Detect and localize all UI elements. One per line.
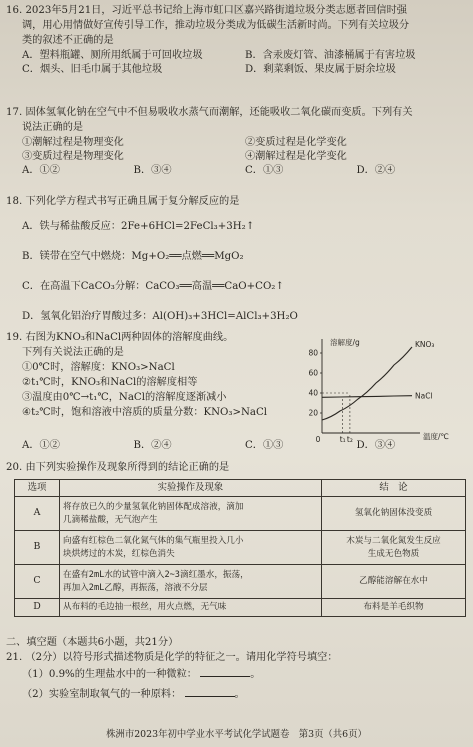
question-18-stem: 18. 下列化学方程式书写正确且属于复分解反应的是 [6,196,240,207]
option-b: B．③④ [133,164,172,176]
question-19-stem: 19. 右图为KNO₃和NaCl两种固体的溶解度曲线。 [6,332,234,343]
question-19-sub: 下列有关说法正确的是 [22,347,124,358]
table-header-row [15,480,466,497]
y-tick-label: 80 [308,348,318,358]
header-conclusion: 结 论 [322,480,466,497]
question-17 [6,106,468,177]
header-option: 选项 [15,480,60,497]
question-16-stem-line-2: 调，用心用情做好宣传引导工作，推动垃圾分类成为低碳生活新时尚。下列有关垃圾分 [22,20,410,31]
row-operation: 从布料的毛边抽一根丝，用火点燃，无气味 [60,599,322,617]
option-d: D．③④ [356,440,396,451]
row-conclusion: 氢氧化钠固体没变质 [322,497,466,531]
question-17-stem-line-1: 17. 固体氢氧化钠在空气中不但易吸收水蒸气而潮解，还能吸收二氧化碳而变质。下列有关 [6,107,413,118]
option-a: A．①② [22,164,60,176]
option-c: C．在高温下CaCO₃分解：CaCO₃══高温══CaO+CO₂↑ [22,281,284,292]
y-tick-label: 40 [308,388,318,398]
section-title: 二、填空题（本题共6小题，共21分） [6,637,179,648]
table-row [15,497,466,531]
y-axis-label: 溶解度/g [330,338,360,347]
x-tick-label: t₁ [339,435,346,444]
x-tick-label: 0 [315,435,321,444]
table-row [15,565,466,599]
y-tick-label: 20 [308,408,318,418]
statement-3: ③温度由0℃→t₁℃，NaCl的溶解度逐渐减小 [22,392,227,403]
statement-4: ④潮解过程是化学变化 [245,150,347,162]
row-conclusion: 布料是羊毛织物 [322,599,466,617]
option-a: A．塑料瓶罐、厕所用纸属于可回收垃圾 [22,50,203,61]
option-c: C．①③ [245,164,284,176]
row-option: D [15,599,60,617]
row-option: C [15,565,60,599]
question-21-stem: 21. （2分）以符号形式描述物质是化学的特征之一。请用化学符号填空： [6,652,338,663]
row-conclusion: 乙醇能溶解在水中 [322,565,466,599]
question-21-part-2: （2）实验室制取氧气的一种原料： [22,689,182,700]
question-18 [6,195,468,325]
nacl-label: NaCl [415,391,433,401]
row-option: B [15,531,60,565]
kno3-label: KNO₃ [415,340,435,349]
statement-1: ①潮解过程是物理变化 [22,137,124,148]
y-tick-label: 60 [308,368,318,378]
question-19 [6,331,306,421]
option-c: C．烟头、旧毛巾属于其他垃圾 [22,63,163,75]
experiment-table [14,479,466,617]
option-a: A．①② [22,440,60,451]
table-row [15,599,466,617]
row-operation: 将存放已久的少量氢氧化钠固体配成溶液，滴加 几滴稀盐酸，无气泡产生 [60,497,322,531]
option-b: B．含汞废灯管、油漆桶属于有害垃圾 [245,50,416,61]
row-option: A [15,497,60,531]
question-21-part-1: （1）0.9%的生理盐水中的一种微粒： [22,669,197,680]
statement-2: ②变质过程是化学变化 [245,137,347,148]
option-d: D．剩菜剩饭、果皮属于厨余垃圾 [245,63,396,75]
statement-2: ②t₁℃时，KNO₃和NaCl的溶解度相等 [22,377,198,388]
row-operation: 向盛有红棕色二氧化氮气体的集气瓶里投入几小 块烘烤过的木炭，红棕色消失 [60,531,322,565]
question-16 [6,4,468,77]
x-tick-label: t₂ [346,435,353,444]
statement-3: ③变质过程是物理变化 [22,150,124,162]
question-16-stem-line-1: 16. 2023年5月21日，习近平总书记给上海市虹口区嘉兴路街道垃圾分类志愿者回信时强 [6,5,407,16]
option-c: C．①③ [245,440,284,451]
option-d: D．②④ [356,164,396,176]
kno3-curve [322,347,412,420]
question-17-stem-line-2: 说法正确的是 [22,122,84,133]
row-operation: 在盛有2mL水的试管中滴入2~3滴红墨水，振荡， 再加入2mL乙醇，再振荡，溶液不分层 [60,565,322,599]
solubility-chart [300,335,470,445]
section-fill-in: 二、填空题（本题共6小题，共21分） 21. （2分）以符号形式描述物质是化学的特征之一。请用化学符号填空： （1）0.9%的生理盐水中的一种微粒： 。 （2）实验室制取氧气的一种原料： 。 [6,636,468,701]
answer-blank-2[interactable] [185,686,235,697]
option-a: A．铁与稀盐酸反应：2Fe+6HCl=2FeCl₃+3H₂↑ [22,221,255,232]
answer-blank-1[interactable] [200,666,250,677]
row-conclusion: 木炭与二氧化氮发生反应 生成无色物质 [322,531,466,565]
question-20-stem: 20. 由下列实验操作及现象所得到的结论正确的是 [6,462,230,473]
page-footer: 株洲市2023年初中学业水平考试化学试题卷 第3页（共6页） [106,729,367,740]
header-operation: 实验操作及现象 [60,480,322,497]
x-axis-label: 温度/℃ [423,432,449,441]
option-b: B．②④ [133,440,172,451]
statement-1: ①0℃时，溶解度：KNO₃>NaCl [22,362,175,373]
option-b: B．镁带在空气中燃烧：Mg+O₂══点燃══MgO₂ [22,251,244,262]
question-16-stem-line-3: 类的叙述不正确的是 [22,35,114,46]
nacl-curve [322,396,412,398]
option-d: D．氢氧化铝治疗胃酸过多：Al(OH)₃+3HCl=AlCl₃+3H₂O [22,311,298,322]
table-row [15,531,466,565]
question-20 [6,461,468,476]
statement-4: ④t₂℃时，饱和溶液中溶质的质量分数：KNO₃>NaCl [22,407,268,418]
